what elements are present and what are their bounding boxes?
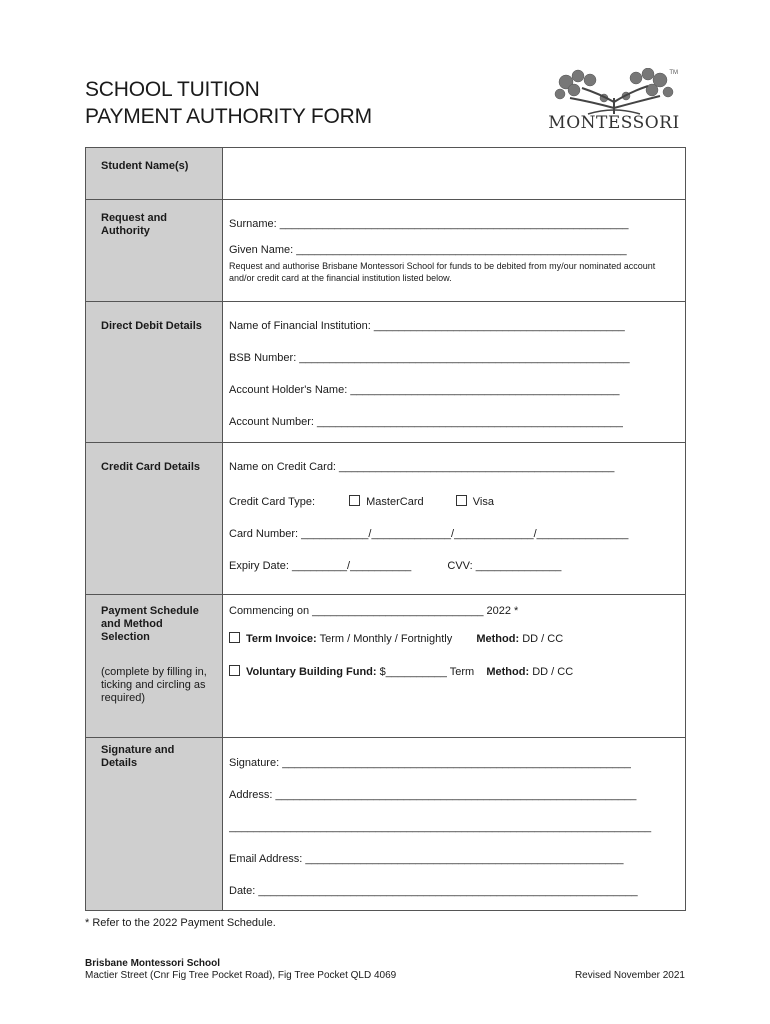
mastercard-label: MasterCard	[366, 496, 424, 508]
payment-sublabel: (complete by filling in, ticking and circling as required)	[101, 666, 207, 704]
footer-address-block	[85, 958, 396, 982]
account-holder-field[interactable]: Account Holder's Name: ____________________________________________	[229, 384, 620, 396]
credit-card-section	[223, 443, 686, 595]
payment-label-cell	[86, 595, 223, 738]
signature-label: Signature and Details	[86, 738, 223, 911]
student-name-field[interactable]	[223, 148, 686, 200]
card-number-field[interactable]: Card Number: ___________/_____________/_____________/_______________	[229, 528, 629, 540]
logo-wordmark: MONTESSORI	[548, 113, 680, 133]
bsb-number-field[interactable]: BSB Number: ______________________________________________________	[229, 352, 630, 364]
term-invoice-checkbox[interactable]	[229, 632, 240, 643]
title-line-2: PAYMENT AUTHORITY FORM	[85, 105, 372, 128]
financial-institution-field[interactable]: Name of Financial Institution: _________________________________________	[229, 320, 625, 332]
title-line-1: SCHOOL TUITION	[85, 78, 260, 101]
building-fund-amount[interactable]: $__________ Term	[379, 666, 475, 678]
card-name-field[interactable]: Name on Credit Card: _____________________________________________	[229, 461, 615, 473]
payment-label: Payment Schedule and Method Selection	[101, 605, 199, 643]
building-fund-label: Voluntary Building Fund:	[246, 666, 377, 678]
expiry-cvv-row	[229, 560, 679, 572]
commencing-field[interactable]: Commencing on ____________________________ 2022 *	[229, 605, 519, 617]
method-label-2: Method:	[486, 666, 530, 678]
authority-text: Request and authorise Brisbane Montessori School for funds to be debited from my/our nominated account and/or credit card at the financial institution listed below.	[229, 261, 656, 283]
email-field[interactable]: Email Address: ____________________________________________________	[229, 853, 624, 865]
method-options-2[interactable]: DD / CC	[532, 666, 574, 678]
address-field[interactable]: Address: ___________________________________________________________	[229, 789, 637, 801]
footnote: * Refer to the 2022 Payment Schedule.	[85, 917, 276, 929]
signature-section	[223, 738, 686, 911]
payment-section	[223, 595, 686, 738]
tree-logo-icon	[548, 68, 680, 116]
footer-school-name: Brisbane Montessori School	[85, 958, 221, 969]
address-line-2-field[interactable]: _____________________________________________________________________	[229, 821, 652, 833]
student-label: Student Name(s)	[86, 148, 223, 200]
term-invoice-label: Term Invoice:	[246, 633, 317, 645]
signature-field[interactable]: Signature: _________________________________________________________	[229, 757, 631, 769]
revised-date: Revised November 2021	[574, 970, 685, 981]
date-field[interactable]: Date: ______________________________________________________________	[229, 885, 638, 897]
direct-debit-label: Direct Debit Details	[86, 302, 223, 443]
account-number-field[interactable]: Account Number: __________________________________________________	[229, 416, 623, 428]
mastercard-checkbox[interactable]	[349, 495, 360, 506]
building-fund-row	[229, 665, 679, 678]
footer-address: Mactier Street (Cnr Fig Tree Pocket Road), Fig Tree Pocket QLD 4069	[85, 970, 397, 981]
visa-label: Visa	[472, 496, 494, 508]
card-type-row	[229, 495, 679, 508]
building-fund-checkbox[interactable]	[229, 665, 240, 676]
school-logo	[548, 68, 680, 134]
term-invoice-row	[229, 632, 679, 645]
term-options[interactable]: Term / Monthly / Fortnightly	[319, 633, 453, 645]
expiry-date-field[interactable]: Expiry Date: _________/__________	[229, 560, 412, 572]
logo-trademark: TM	[669, 70, 678, 76]
method-label: Method:	[476, 633, 520, 645]
payment-authority-table	[85, 147, 686, 911]
visa-checkbox[interactable]	[456, 495, 467, 506]
card-type-label: Credit Card Type:	[229, 496, 316, 508]
request-label: Request and Authority	[86, 200, 223, 302]
direct-debit-section	[223, 302, 686, 443]
credit-card-label: Credit Card Details	[86, 443, 223, 595]
method-options[interactable]: DD / CC	[522, 633, 564, 645]
page-title	[85, 76, 372, 130]
surname-field[interactable]: Surname: _________________________________________________________	[229, 218, 629, 230]
request-section	[223, 200, 686, 302]
cvv-field[interactable]: CVV: ______________	[447, 560, 562, 572]
given-name-field[interactable]: Given Name: ______________________________________________________	[229, 244, 627, 256]
